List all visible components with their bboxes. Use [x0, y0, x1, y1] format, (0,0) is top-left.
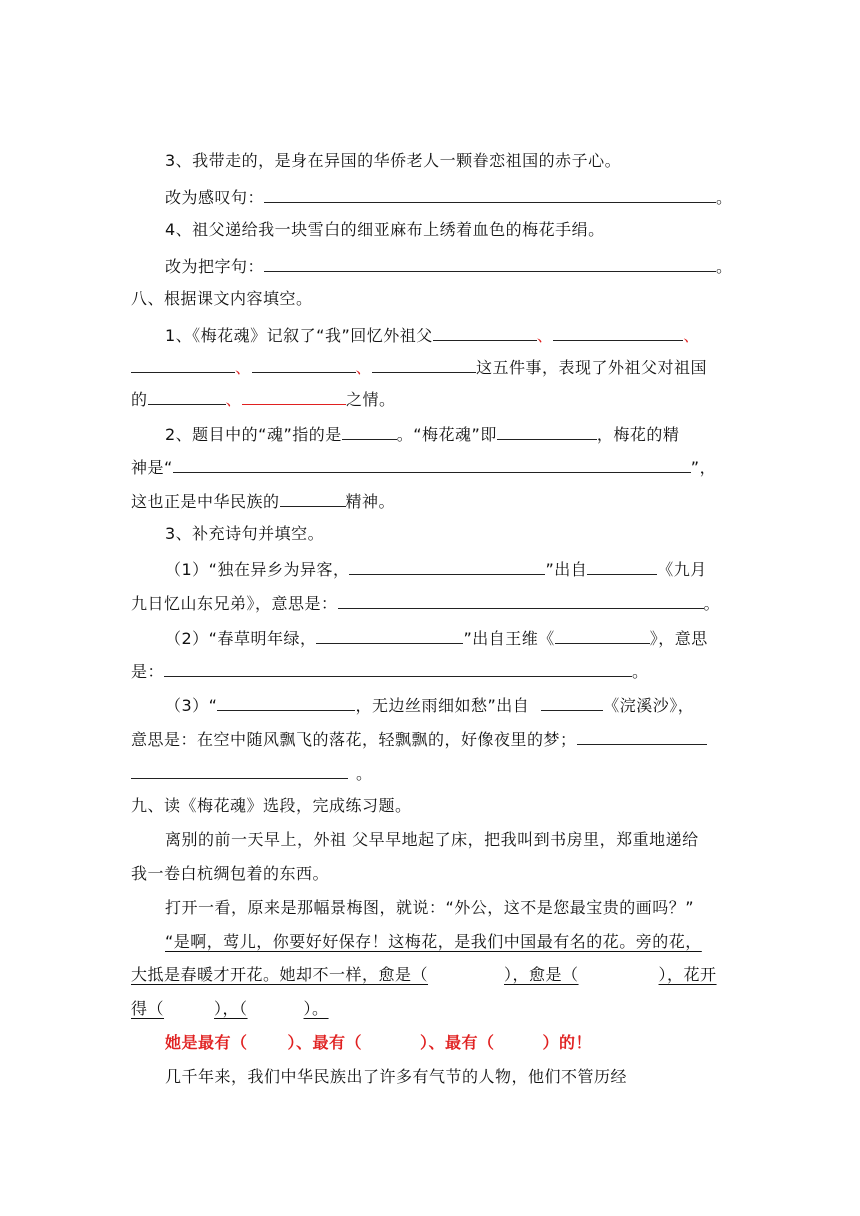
q8-item2-text: 这也正是中华民族的: [131, 492, 280, 511]
q8-item2-text: ”，: [690, 458, 717, 477]
q8-item1-blank-1[interactable]: [433, 323, 537, 341]
q9-para3-row2: [131, 964, 717, 986]
q8-poem3-blank-3[interactable]: [577, 727, 707, 745]
q8-poem3-row3: [131, 761, 373, 785]
q8-item2-text: 。“梅花魂”即: [396, 425, 497, 444]
q7-item3-blank[interactable]: [264, 185, 716, 203]
q8-item3-heading: 3、补充诗句并填空。: [165, 524, 325, 543]
q8-item2-blank-1[interactable]: [342, 422, 397, 440]
q9-red-blank-2[interactable]: [362, 1032, 420, 1054]
q8-poem3-blank-2[interactable]: [541, 693, 603, 711]
passage-text: 大抵是春暖才开花。她却不一样，愈是（: [131, 965, 429, 984]
q8-poem2-blank-3[interactable]: [164, 659, 632, 677]
q8-item2-blank-3[interactable]: [173, 455, 691, 473]
q8-item1-blank-7[interactable]: [242, 387, 346, 405]
q8-item2-text: 精神。: [345, 492, 396, 511]
q9-red-blank-1[interactable]: [248, 1032, 288, 1054]
q8-item1-blank-5[interactable]: [372, 355, 476, 373]
q8-item1-text: 这五件事，表现了外祖父对祖国: [476, 358, 708, 377]
poem-text: 》，意思: [649, 629, 708, 648]
q8-poem1-blank-3[interactable]: [338, 591, 704, 609]
q8-item1-blank-3[interactable]: [131, 355, 235, 373]
q8-item2-text: 2、题目中的“魂”指的是: [165, 425, 342, 444]
q9-para2: 打开一看，原来是那幅景梅图，就说：“外公，这不是您最宝贵的画吗？”: [165, 898, 695, 917]
q8-poem3-blank-4[interactable]: [131, 761, 348, 779]
q7-item4-blank[interactable]: [264, 254, 716, 272]
q9-blank-3[interactable]: [164, 998, 214, 1020]
q8-item1-row3: [131, 387, 396, 411]
q9-para3-row3: [131, 998, 329, 1020]
q9-blank-4[interactable]: [248, 998, 304, 1020]
q8-item2-text: ，梅花的精: [596, 425, 680, 444]
poem-text: 。: [632, 662, 649, 681]
q8-poem3-row1: [165, 693, 694, 717]
q8-item1-blank-2[interactable]: [553, 323, 683, 341]
poem-text: ，无边丝雨细如愁”出自: [355, 696, 530, 715]
poem-text: 《浣溪沙》，: [603, 696, 695, 715]
period: 。: [716, 257, 733, 276]
separator: 、: [225, 390, 243, 409]
passage-text: ），愈是（: [504, 965, 579, 984]
q7-item4-prompt: 改为把字句：: [165, 257, 265, 276]
separator: 、: [355, 358, 373, 377]
q8-poem1-blank-1[interactable]: [349, 557, 545, 575]
red-text: ）、最有（: [287, 1033, 363, 1052]
q8-item2-row2: [131, 455, 716, 479]
q7-item4: 4、祖父递给我一块雪白的细亚麻布上绣着血色的梅花手绢。: [165, 220, 605, 239]
red-text: ）、最有（: [420, 1033, 495, 1052]
q9-para1-row1: 离别的前一天早上，外祖 父早早地起了床，把我叫到书房里，郑重地递给: [165, 830, 699, 849]
q9-blank-1[interactable]: [428, 964, 504, 986]
q8-item2-blank-4[interactable]: [280, 489, 346, 507]
separator: 、: [683, 326, 700, 345]
q9-para3-row1: “是啊，莺儿，你要好好保存！这梅花，是我们中国最有名的花。旁的花，: [165, 932, 702, 951]
q8-poem3-row2: [131, 727, 707, 751]
q7-item3-prompt: 改为感叹句：: [165, 188, 265, 207]
q8-poem1-blank-2[interactable]: [587, 557, 657, 575]
q7-item3: 3、我带走的，是身在异国的华侨老人一颗眷恋祖国的赤子心。: [165, 151, 622, 170]
q8-item2-row1: [165, 422, 679, 446]
q9-heading: 九、读《梅花魂》选段，完成练习题。: [131, 796, 412, 815]
separator: 、: [536, 326, 554, 345]
q8-poem2-row1: [165, 626, 708, 650]
poem-text: 。: [356, 764, 373, 783]
poem-text: ”出自: [545, 560, 588, 579]
q9-para1-row2: 我一卷白杭绸包着的东西。: [131, 864, 330, 883]
q8-poem2-blank-2[interactable]: [555, 626, 650, 644]
passage-text: 得（: [131, 999, 165, 1018]
period: 。: [716, 188, 733, 207]
q8-item1-row1: [165, 323, 700, 347]
q8-item1-text: 1、《梅花魂》记叙了“我”回忆外祖父: [165, 326, 433, 345]
red-text: ）的！: [542, 1033, 593, 1052]
q7-item3-answer-row: [165, 185, 733, 209]
poem-text: 是：: [131, 662, 165, 681]
q8-item1-blank-6[interactable]: [148, 387, 226, 405]
poem-text: 意思是：在空中随风飘飞的落花，轻飘飘的，好像夜里的梦；: [131, 730, 577, 749]
q7-item4-answer-row: [165, 254, 733, 278]
q9-red-question: [165, 1032, 592, 1054]
q8-poem2-row2: [131, 659, 649, 683]
poem-text: 九日忆山东兄弟》，意思是：: [131, 594, 338, 613]
q8-heading: 八、根据课文内容填空。: [131, 289, 313, 308]
poem-text: ”出自王维《: [463, 629, 555, 648]
passage-text: ），花开: [658, 965, 717, 984]
q9-blank-2[interactable]: [579, 964, 659, 986]
q8-poem1-row2: [131, 591, 720, 615]
q8-poem1-row1: [165, 557, 707, 581]
q8-item1-text: 的: [131, 390, 148, 409]
poem-text: 《九月: [657, 560, 707, 579]
separator: 、: [235, 358, 252, 377]
q8-item2-blank-2[interactable]: [497, 422, 597, 440]
q8-item2-row3: [131, 489, 395, 513]
q8-item2-text: 神是“: [131, 458, 173, 477]
poem-text: （1）“独在异乡为异客，: [165, 560, 350, 579]
passage-text: ）。: [303, 999, 329, 1018]
q8-item1-text: 之情。: [346, 390, 396, 409]
red-text: 她是最有（: [165, 1033, 248, 1052]
q8-item1-row2: [131, 355, 707, 379]
poem-text: 。: [703, 594, 721, 613]
q8-poem3-blank-1[interactable]: [217, 693, 355, 711]
q8-item1-blank-4[interactable]: [252, 355, 356, 373]
poem-text: （3）“: [165, 696, 218, 715]
q9-para4: 几千年来，我们中华民族出了许多有气节的人物，他们不管历经: [165, 1067, 628, 1086]
q9-red-blank-3[interactable]: [495, 1032, 543, 1054]
q8-poem2-blank-1[interactable]: [316, 626, 463, 644]
passage-text: ），（: [214, 999, 248, 1018]
poem-text: （2）“春草明年绿，: [165, 629, 317, 648]
